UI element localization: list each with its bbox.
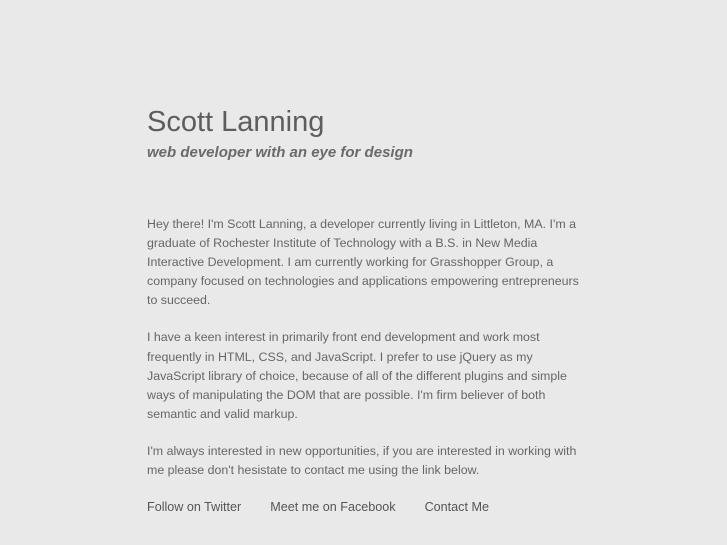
social-links xyxy=(147,498,587,516)
contact-link[interactable]: Contact Me xyxy=(424,500,489,515)
page-title: Scott Lanning xyxy=(147,106,325,138)
main-content xyxy=(147,104,587,516)
facebook-link[interactable]: Meet me on Facebook xyxy=(270,500,396,515)
page-tagline: web developer with an eye for design xyxy=(147,144,413,161)
bio-paragraph-contact: I'm always interested in new opportunities, if you are interested in working with me please don't hesistate to contact me using the link below. xyxy=(147,443,577,478)
bio-paragraph-intro: Hey there! I'm Scott Lanning, a developer currently living in Littleton, MA. I'm a graduate of Rochester Institute of Technology with a B.S. in New Media Interactive Development. I am currently working for Grasshopper Group, a company focused on technologies and applications empowering entrepreneurs to succeed. xyxy=(147,217,579,308)
bio-paragraph-skills: I have a keen interest in primarily front end development and work most frequently in HTML, CSS, and JavaScript. I prefer to use jQuery as my JavaScript library of choice, because of all of the different plugins and simple ways of manipulating the DOM that are possible. I'm firm believer of both semantic and valid markup. xyxy=(147,330,567,421)
twitter-link[interactable]: Follow on Twitter xyxy=(147,500,242,515)
bio-section xyxy=(147,215,587,480)
